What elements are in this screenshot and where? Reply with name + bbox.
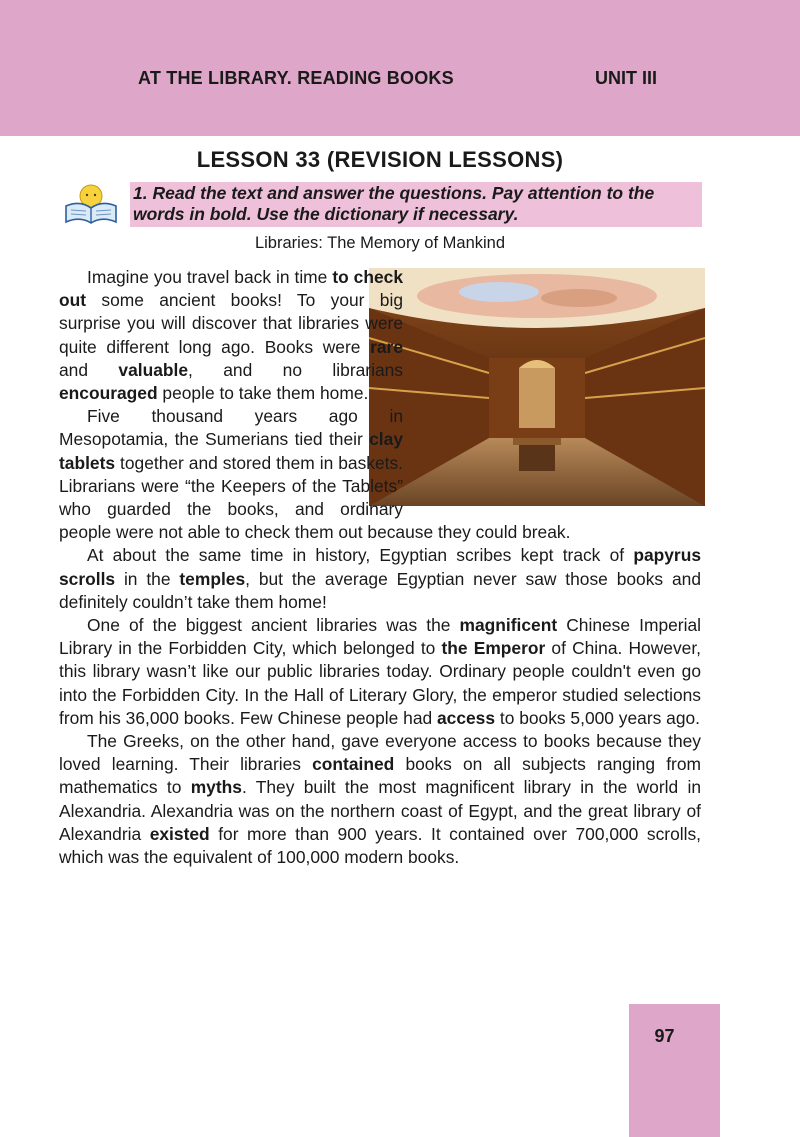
text-run: Five thousand years ago in Mesopotamia, the Sumerians tied their	[59, 406, 403, 450]
reading-book-icon	[62, 182, 120, 226]
text-run: Chinese Imperial Library in the Forbidden City, which belonged to	[59, 615, 701, 659]
text-run: One of the biggest ancient libraries was the	[87, 615, 460, 636]
text-run: books on all subjects ranging from mathematics to	[59, 754, 701, 798]
bold-term: access	[437, 707, 496, 728]
paragraph	[59, 730, 701, 869]
paragraph	[59, 544, 701, 614]
article-body	[59, 266, 701, 869]
text-title: Libraries: The Memory of Mankind	[254, 234, 506, 252]
text-run: of China. However, this library wasn’t like our public libraries today. Ordinary people couldn't even go into the Forbidden City. In the Hall of Literary Glory, the emperor studied selections from his 36,000 books. Few Chinese people had	[59, 638, 701, 728]
text-run: and	[59, 359, 119, 380]
text-run: some ancient books! To your big surprise you will discover that libraries were quite different long ago. Books were	[59, 290, 403, 357]
bold-term: to check out	[59, 267, 403, 311]
bold-term: papyrus scrolls	[59, 545, 701, 589]
text-run: Imagine you travel back in time	[87, 267, 333, 287]
lesson-title: LESSON 33 (REVISION LESSONS)	[196, 147, 564, 172]
text-run: At about the same time in history, Egyptian scribes kept track of	[87, 545, 634, 566]
page-tab	[629, 1004, 720, 1137]
bold-term: magnificent	[459, 615, 558, 636]
bold-term: encouraged	[59, 383, 158, 404]
page-number: 97	[654, 1026, 675, 1046]
text-run: to books 5,000 years ago.	[495, 707, 700, 728]
image-float-spacer	[403, 266, 701, 510]
text-run: , and no librarians	[188, 359, 403, 380]
bold-term: clay tablets	[59, 429, 403, 473]
unit-label: UNIT III	[595, 68, 657, 88]
bold-term: contained	[312, 754, 395, 775]
bold-term: valuable	[118, 359, 189, 380]
text-run: . They built the most magnificent library in the world in Alexandria. Alexandria was on the northern coast of Egypt, and the great library of Alexandria	[59, 777, 702, 844]
bold-term: the Emperor	[441, 638, 546, 659]
text-run: together and stored them in baskets. Librarians were “the Keepers of the Tablets” who guarded the books, and ordinary people were not able to check them out because they could break.	[59, 452, 571, 543]
text-run: in the	[115, 568, 180, 589]
paragraph	[59, 614, 701, 730]
text-run: , but the average Egyptian never saw those books and definitely couldn’t take them home!	[59, 568, 701, 612]
bold-term: myths	[190, 777, 242, 798]
bold-term: temples	[179, 568, 246, 589]
text-run: for more than 900 years. It contained over 700,000 scrolls, which was the equivalent of 100,000 modern books.	[59, 823, 701, 868]
task-instruction: 1. Read the text and answer the questions. Pay attention to the words in bold. Use the dictionary if necessary.	[130, 182, 702, 227]
text-run: The Greeks, on the other hand, gave everyone access to books because they loved learning. Their libraries	[59, 731, 701, 775]
text-run: people to take them home.	[157, 383, 369, 404]
bold-term: existed	[149, 823, 210, 844]
bold-term: rare	[370, 336, 403, 357]
section-title: AT THE LIBRARY. READING BOOKS	[138, 68, 454, 88]
